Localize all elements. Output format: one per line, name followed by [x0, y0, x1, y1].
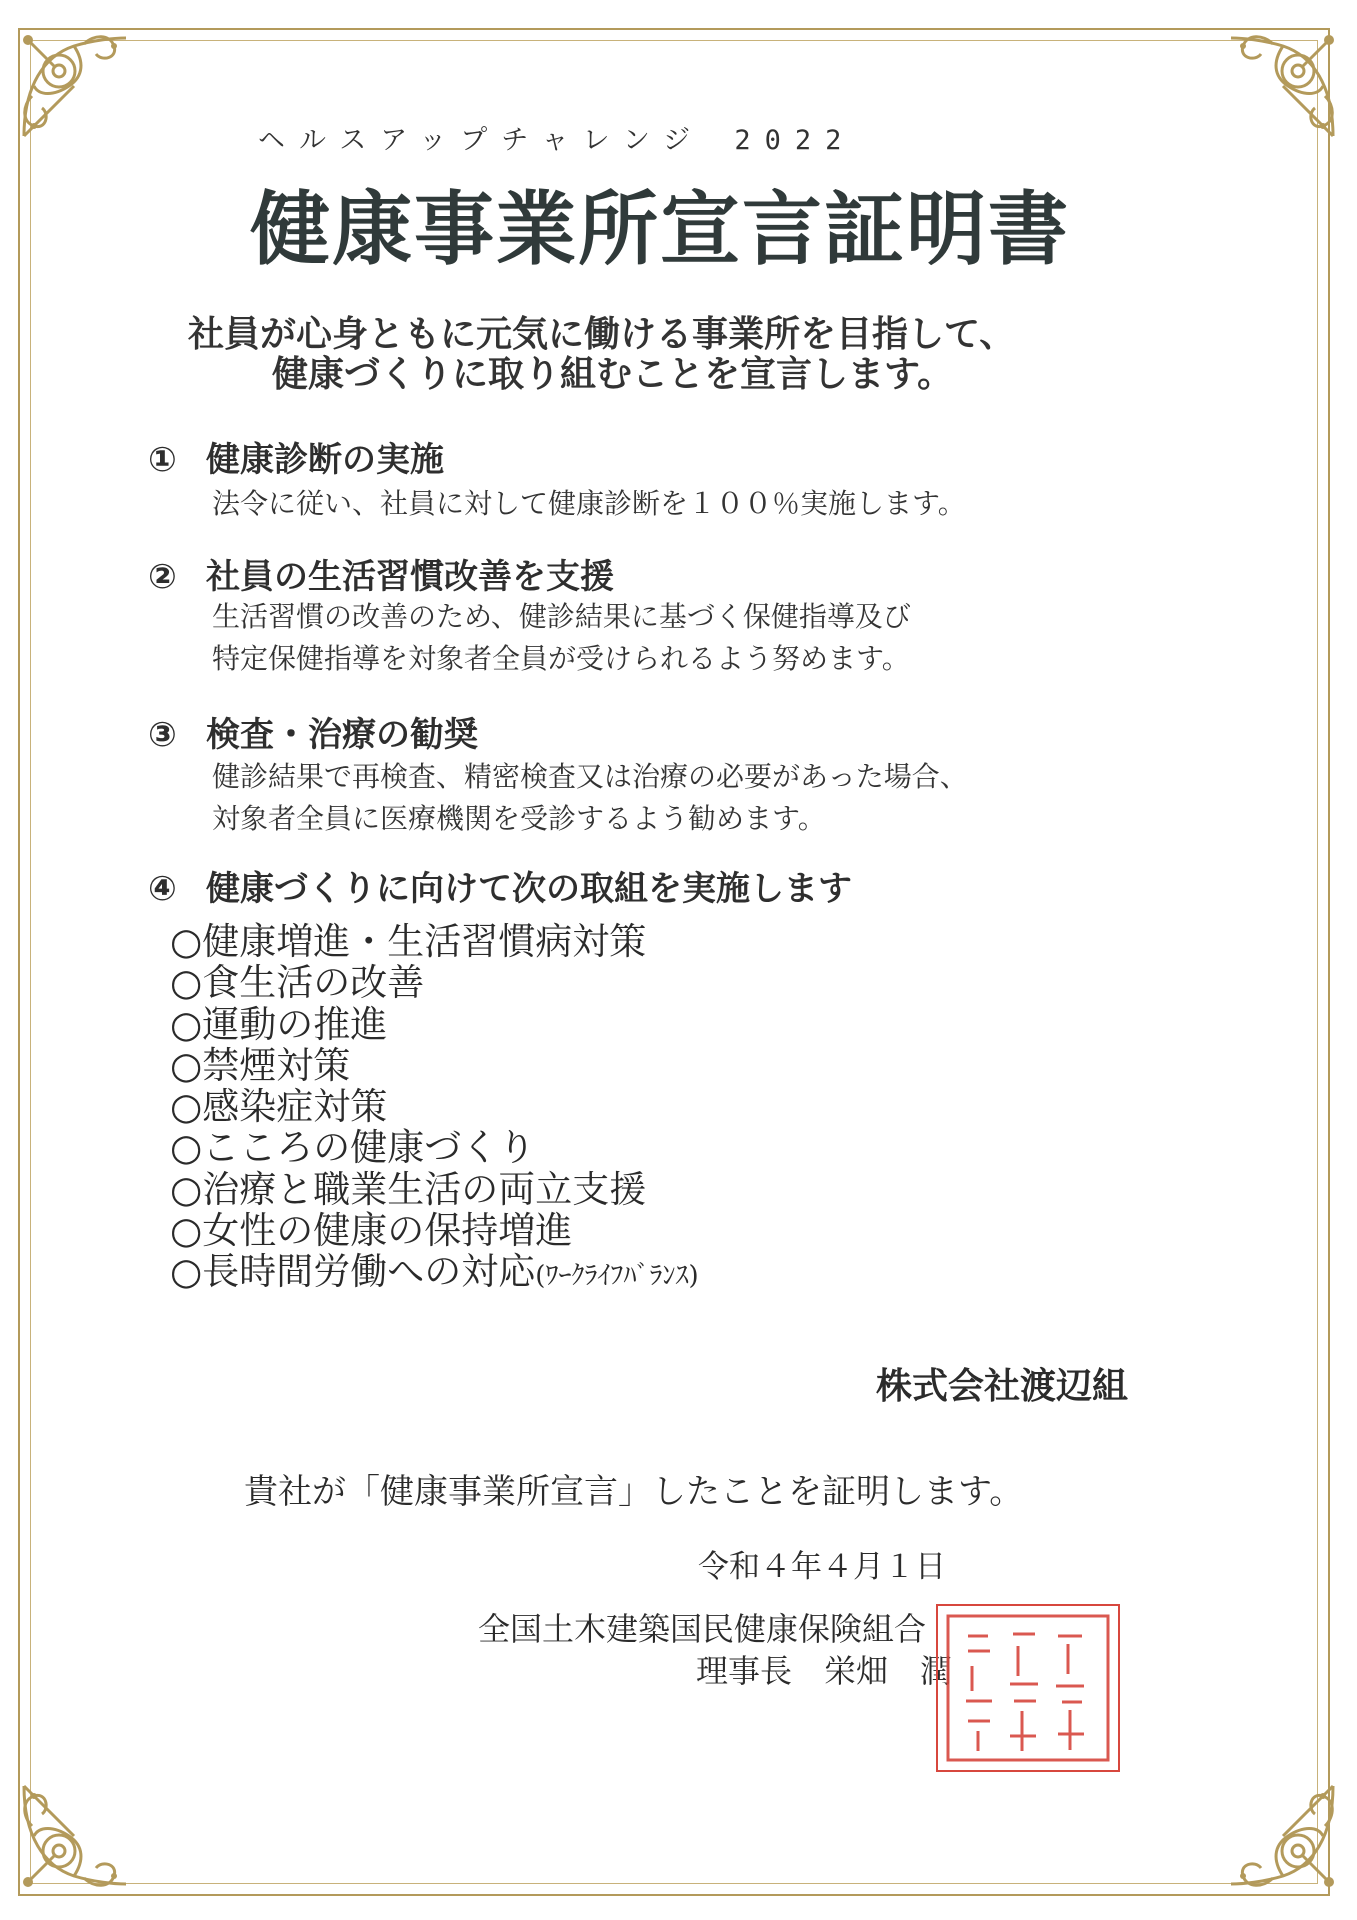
- section-1-body-line-1: 法令に従い、社員に対して健康診断を１００％実施します。: [212, 487, 966, 520]
- list-item: ○禁煙対策: [170, 1043, 351, 1087]
- section-1-heading: [148, 432, 444, 481]
- section-4-title: 健康づくりに向けて次の取組を実施します: [206, 869, 852, 909]
- section-2-body-line-1: 生活習慣の改善のため、健診結果に基づく保健指導及び: [212, 600, 911, 633]
- company-name: 株式会社渡辺組: [876, 1366, 1129, 1407]
- corner-ornament-icon: [14, 1776, 134, 1896]
- lead-line-2: 健康づくりに取り組むことを宣言します。: [272, 354, 954, 395]
- issue-date: 令和４年４月１日: [698, 1549, 946, 1585]
- section-4-number: ④: [148, 869, 177, 909]
- section-1-number: ①: [148, 440, 177, 480]
- section-2-body-line-2: 特定保健指導を対象者全員が受けられるよう努めます。: [212, 642, 910, 675]
- corner-ornament-icon: [1223, 26, 1343, 146]
- corner-ornament-icon: [14, 26, 134, 146]
- section-3-body-line-2: 対象者全員に医療機関を受診するよう勧めます。: [212, 802, 826, 835]
- section-2-title: 社員の生活習慣改善を支援: [206, 557, 614, 597]
- corner-ornament-icon: [1223, 1776, 1343, 1896]
- list-item: ○長時間労働への対応(ﾜｰｸﾗｲﾌﾊﾞﾗﾝｽ): [170, 1250, 699, 1294]
- certificate-title: 健康事業所宣言証明書: [250, 182, 1070, 276]
- initiative-note: (ﾜｰｸﾗｲﾌﾊﾞﾗﾝｽ): [535, 1261, 699, 1292]
- section-3-heading: [148, 707, 478, 756]
- section-4-heading: [148, 861, 852, 910]
- section-2-number: ②: [148, 557, 177, 597]
- list-item: ○健康増進・生活習慣病対策: [170, 920, 647, 963]
- chairman-name: 理事長 栄畑 潤: [696, 1652, 953, 1690]
- list-item: ○食生活の改善: [170, 961, 425, 1005]
- list-item: ○こころの健康づくり: [170, 1126, 536, 1170]
- initiative-list: [170, 921, 699, 1298]
- section-3-title: 検査・治療の勧奨: [206, 715, 478, 755]
- section-3-body-line-1: 健診結果で再検査、精密検査又は治療の必要があった場合、: [212, 760, 968, 793]
- section-1-title: 健康診断の実施: [206, 440, 444, 480]
- lead-line-1: 社員が心身ともに元気に働ける事業所を目指して、: [188, 314, 1016, 355]
- section-2-heading: [148, 549, 614, 598]
- issuer-name: 全国土木建築国民健康保険組合: [478, 1610, 927, 1648]
- certification-statement: 貴社が「健康事業所宣言」したことを証明します。: [244, 1472, 1024, 1512]
- official-seal-icon: [936, 1604, 1120, 1772]
- section-3-number: ③: [148, 715, 177, 755]
- program-subtitle: ヘルスアップチャレンジ 2022: [258, 125, 856, 156]
- list-item: ○女性の健康の保持増進: [170, 1209, 573, 1253]
- seal-pattern-icon: [938, 1606, 1118, 1770]
- list-item: ○運動の推進: [170, 1002, 388, 1046]
- list-item: ○治療と職業生活の両立支援: [170, 1167, 647, 1211]
- list-item: ○感染症対策: [170, 1085, 388, 1129]
